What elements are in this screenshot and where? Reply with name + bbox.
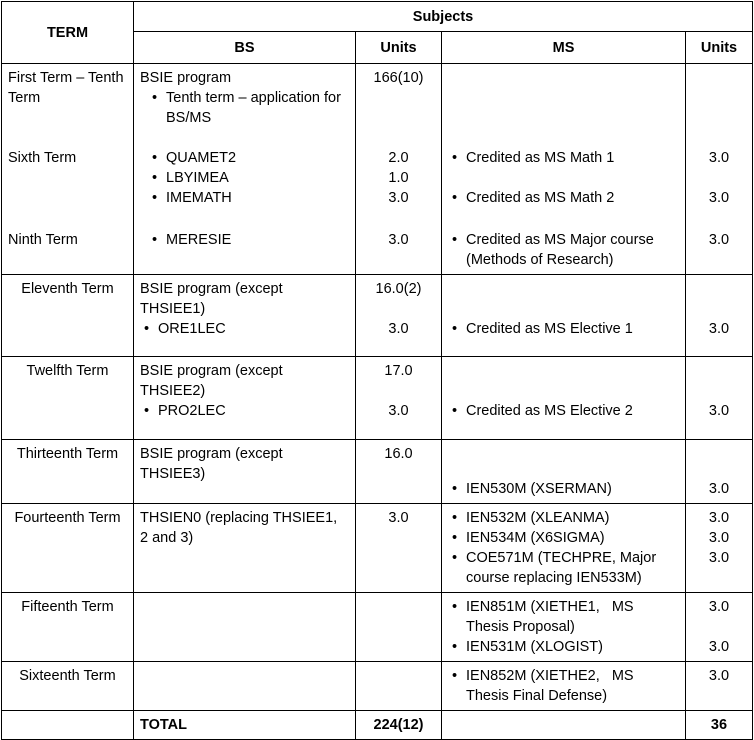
bs-units-cell: [356, 592, 442, 661]
bullet-icon: •: [144, 320, 150, 337]
table-row: [2, 226, 753, 275]
bullet-icon: •: [452, 480, 458, 497]
bs-cell: BSIE program (except THSIEE3): [134, 439, 356, 503]
bullet-icon: •: [152, 189, 158, 206]
term-cell: [2, 710, 134, 739]
ms-cell: [442, 710, 686, 739]
header-ms: MS: [442, 32, 686, 64]
header-bs: BS: [134, 32, 356, 64]
bullet-icon: •: [452, 667, 458, 684]
list-item: • Credited as MS Math 2: [452, 189, 615, 206]
table-row: [2, 661, 753, 710]
ms-cell: [442, 226, 686, 275]
term-cell: Eleventh Term: [2, 274, 134, 356]
header-subjects: Subjects: [134, 2, 753, 32]
term-cell: Sixteenth Term: [2, 661, 134, 710]
term-cell: Thirteenth Term: [2, 439, 134, 503]
total-row: [2, 710, 753, 739]
list-item: • IEN532M (XLEANMA): [452, 509, 610, 526]
bullet-icon: •: [452, 529, 458, 546]
bullet-icon: •: [452, 509, 458, 526]
header-row-top: [2, 2, 753, 32]
ms-units-cell: 3.0 3.0: [686, 144, 753, 226]
ms-units-cell: [686, 64, 753, 144]
list-item: • PRO2LEC: [144, 402, 226, 419]
bs-units-cell: 16.0(2) 3.0: [356, 274, 442, 356]
bullet-icon: •: [152, 231, 158, 248]
bs-units-cell: 17.0 3.0: [356, 356, 442, 439]
list-item: • Tenth term – application for BS/MS: [152, 90, 341, 126]
header-bs-units: Units: [356, 32, 442, 64]
ms-units-cell: 3.0: [686, 274, 753, 356]
bs-units-cell: 16.0: [356, 439, 442, 503]
term-cell: Sixth Term: [2, 144, 134, 226]
ms-cell: [442, 439, 686, 503]
bullet-icon: •: [452, 149, 458, 166]
bs-cell: [134, 226, 356, 275]
ms-cell: [442, 503, 686, 592]
ms-cell: [442, 592, 686, 661]
ms-units-cell: 3.0: [686, 439, 753, 503]
header-ms-units: Units: [686, 32, 753, 64]
bs-cell: [134, 144, 356, 226]
bullet-icon: •: [452, 549, 458, 566]
table-row: [2, 439, 753, 503]
bullet-icon: •: [152, 169, 158, 186]
term-cell: Fourteenth Term: [2, 503, 134, 592]
bs-cell: [134, 592, 356, 661]
total-ms-units: 36: [686, 710, 753, 739]
bullet-icon: •: [452, 402, 458, 419]
table-row: [2, 274, 753, 356]
total-bs-units: 224(12): [356, 710, 442, 739]
bs-cell: BSIE program (except THSIEE1) • ORE1LEC: [134, 274, 356, 356]
bullet-icon: •: [152, 90, 158, 106]
list-item: • Credited as MS Math 1: [452, 149, 615, 166]
bullet-icon: •: [452, 598, 458, 615]
ms-units-cell: 3.0: [686, 661, 753, 710]
bs-units-cell: 3.0: [356, 503, 442, 592]
list-item: • Credited as MS Elective 2: [452, 402, 633, 419]
list-item: • IEN851M (XIETHE1, MS Thesis Proposal): [452, 598, 638, 635]
ms-cell: [442, 144, 686, 226]
table-row: [2, 592, 753, 661]
table-row: [2, 144, 753, 226]
ms-units-cell: 3.0: [686, 356, 753, 439]
bs-units-cell: [356, 661, 442, 710]
list-item: • MERESIE: [152, 231, 232, 248]
list-item: • COE571M (TECHPRE, Major course replacing IEN533M): [452, 549, 657, 586]
ms-cell: [442, 356, 686, 439]
term-cell: Ninth Term: [2, 226, 134, 275]
ms-cell: [442, 64, 686, 144]
table-row: [2, 503, 753, 592]
header-term: TERM: [2, 2, 134, 64]
ms-units-cell: 3.0: [686, 226, 753, 275]
bs-cell: BSIE program (except THSIEE2) • PRO2LEC: [134, 356, 356, 439]
bullet-icon: •: [452, 320, 458, 337]
bullet-icon: •: [152, 149, 158, 166]
list-item: • Credited as MS Major course (Methods of Research): [452, 231, 654, 268]
bs-units-cell: 3.0: [356, 226, 442, 275]
ms-cell: [442, 274, 686, 356]
bullet-icon: •: [144, 402, 150, 419]
term-cell: Fifteenth Term: [2, 592, 134, 661]
list-item: • IEN530M (XSERMAN): [452, 480, 612, 497]
list-item: • Credited as MS Elective 1: [452, 320, 633, 337]
bs-cell: THSIEN0 (replacing THSIEE1, 2 and 3): [134, 503, 356, 592]
ms-units-cell: 3.0 3.0: [686, 592, 753, 661]
list-item: • IMEMATH: [152, 189, 232, 206]
term-cell: First Term – Tenth Term: [2, 64, 134, 144]
bs-units-cell: 2.0 1.0 3.0: [356, 144, 442, 226]
bs-program: BSIE program: [140, 70, 232, 86]
ms-cell: [442, 661, 686, 710]
total-label: TOTAL: [134, 710, 356, 739]
curriculum-table: [1, 1, 753, 740]
bullet-icon: •: [452, 189, 458, 206]
table-row: [2, 64, 753, 144]
ms-units-cell: 3.0 3.0 3.0: [686, 503, 753, 592]
bullet-icon: •: [452, 231, 458, 248]
list-item: • ORE1LEC: [144, 320, 226, 337]
list-item: • LBYIMEA: [152, 169, 229, 186]
bs-units-cell: 166(10): [356, 64, 442, 144]
list-item: • IEN531M (XLOGIST): [452, 638, 603, 655]
list-item: • IEN852M (XIETHE2, MS Thesis Final Defense): [452, 667, 638, 704]
list-item: • QUAMET2: [152, 149, 237, 166]
list-item: • IEN534M (X6SIGMA): [452, 529, 605, 546]
table-row: [2, 356, 753, 439]
term-cell: Twelfth Term: [2, 356, 134, 439]
bs-cell: [134, 661, 356, 710]
bs-cell: [134, 64, 356, 144]
bullet-icon: •: [452, 638, 458, 655]
